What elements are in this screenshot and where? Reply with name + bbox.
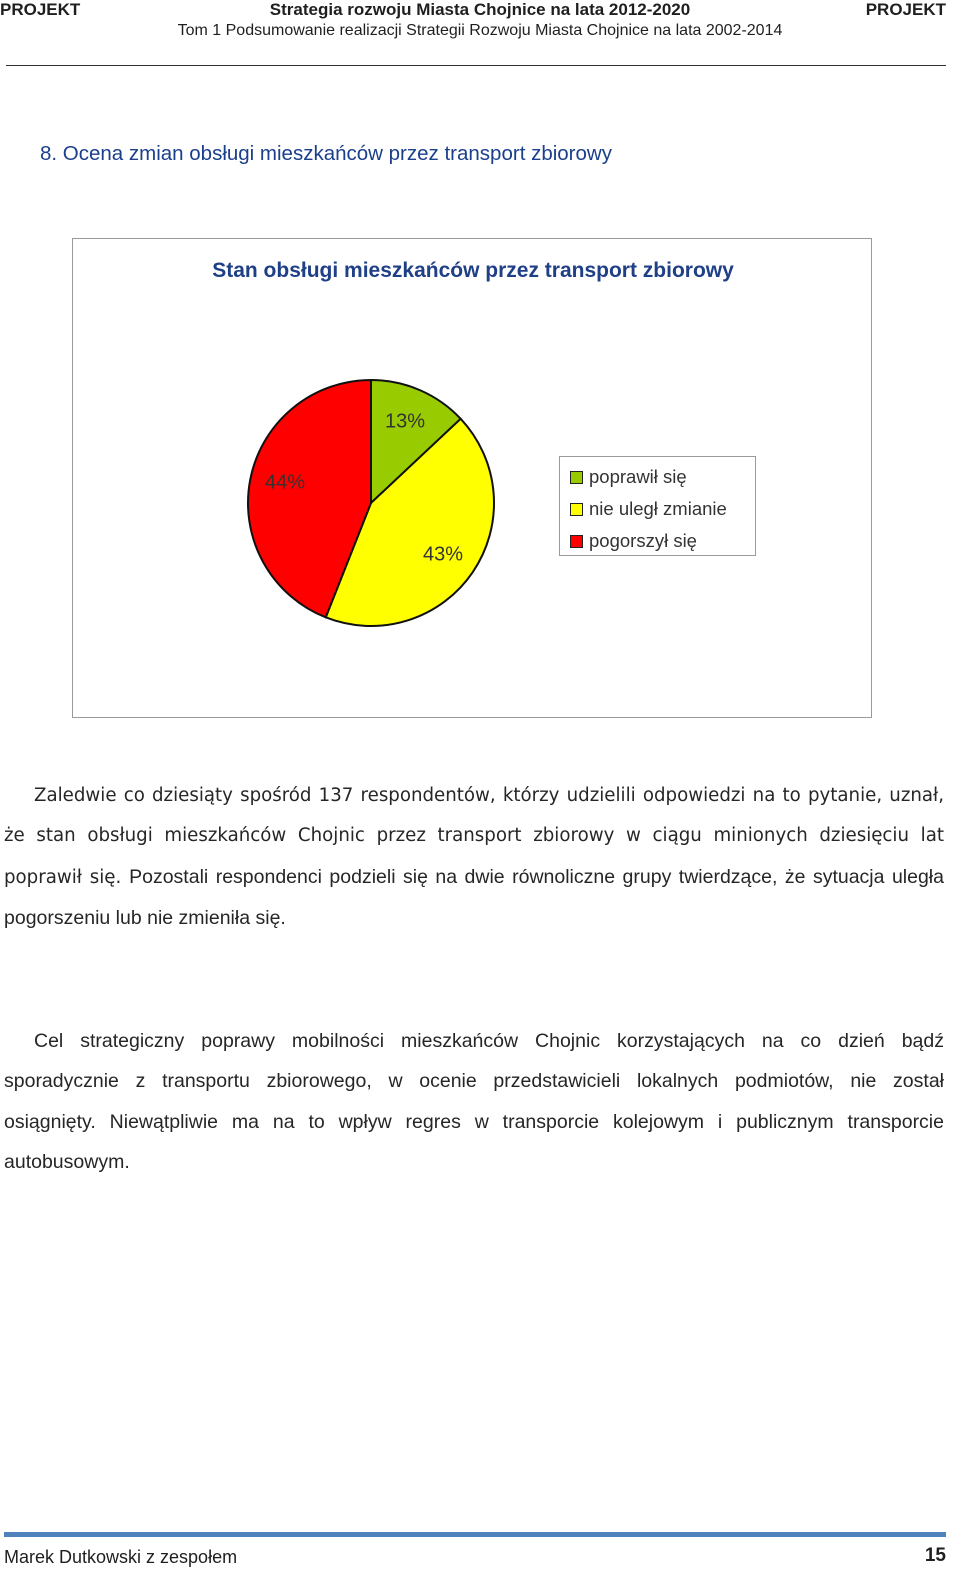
section-title: 8. Ocena zmian obsługi mieszkańców przez transport zbiorowy — [40, 142, 612, 165]
legend-item — [560, 493, 755, 525]
pie-slice-label: 13% — [384, 410, 426, 433]
page-number: 15 — [924, 1545, 946, 1566]
legend-item — [560, 461, 755, 493]
body-paragraph: Cel strategiczny poprawy mobilności mieszkańców Chojnic korzystających na co dzień bądź sporadycznie z transportu zbiorowego, w ocenie przedstawicieli lokalnych podmiotów, nie został osiągnięty. Niewątpliwie ma na to wpływ regres w transporcie kolejowym i publicznym transporcie autobusowym. — [4, 1030, 944, 1174]
body-paragraph — [4, 776, 944, 940]
chart-legend — [559, 456, 756, 556]
legend-item — [560, 525, 755, 557]
legend-label: nie uległ zmianie — [589, 498, 727, 519]
header-left-label: PROJEKT — [0, 0, 81, 19]
chart-title: Stan obsługi mieszkańców przez transport zbiorowy — [212, 259, 734, 282]
legend-label: poprawił się — [589, 466, 687, 487]
pie-slice-label: 43% — [422, 543, 464, 566]
pie-slice-label: 44% — [264, 471, 306, 494]
header-title: Strategia rozwoju Miasta Chojnice na lata 2012-2020 — [269, 0, 691, 19]
legend-swatch-icon — [570, 503, 583, 516]
legend-label: pogorszył się — [589, 530, 697, 551]
header-divider — [6, 65, 946, 66]
pie-chart — [72, 238, 872, 718]
legend-swatch-icon — [570, 535, 583, 548]
paragraph-sentence: Pozostali respondenci podzieli się na dwie równoliczne grupy twierdzące, że sytuacja uległa pogorszeniu lub nie zmieniła się. — [4, 865, 944, 930]
footer-author: Marek Dutkowski z zespołem — [4, 1547, 238, 1567]
legend-swatch-icon — [570, 471, 583, 484]
header-subtitle: Tom 1 Podsumowanie realizacji Strategii Rozwoju Miasta Chojnice na lata 2002-2014 — [177, 22, 783, 39]
header-right-label: PROJEKT — [865, 0, 946, 19]
footer-divider — [4, 1532, 946, 1537]
paragraph-sentence: Zaledwie co dziesiąty spośród 137 respondentów, którzy udzielili odpowiedzi na to pytanie, uznał, że stan obsługi mieszkańców Chojnic przez transport zbiorowy w ciągu minionych dziesięciu lat poprawił się. — [4, 785, 944, 888]
